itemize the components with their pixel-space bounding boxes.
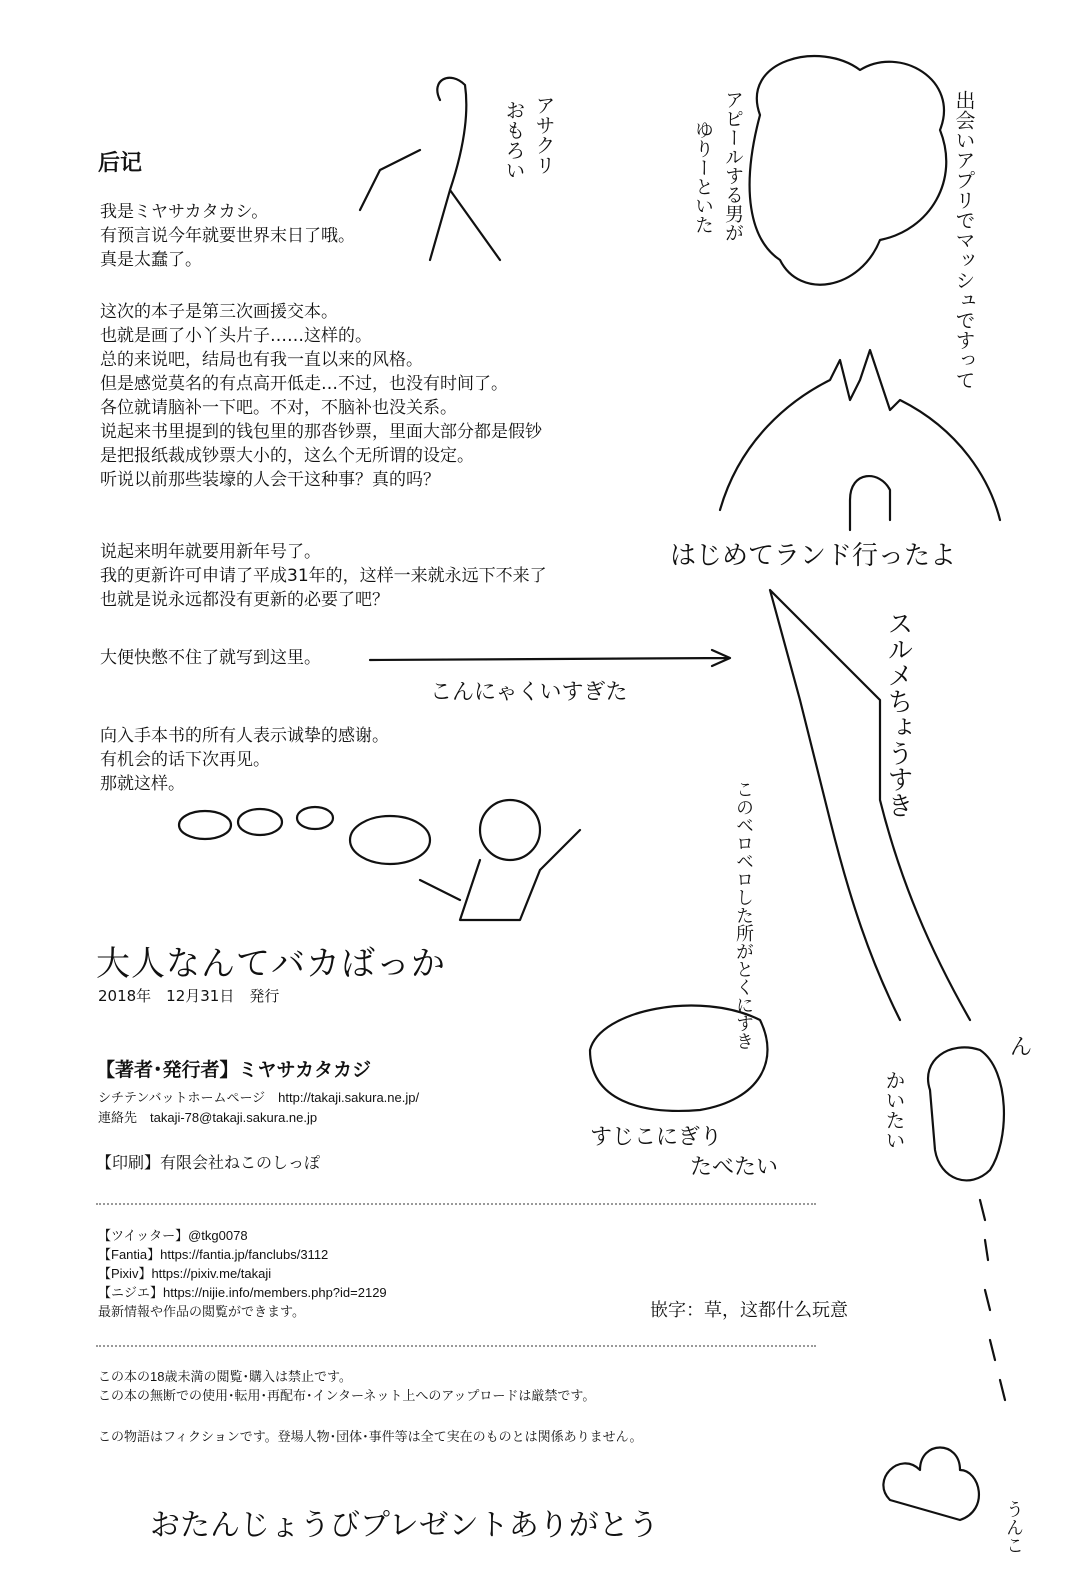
afterword-paragraph-1 [100,200,355,272]
dotted-divider [96,1203,816,1205]
fiction-disclaimer: この物語はフィクションです。登場人物･団体･事件等は全て実在のものとは関係ありません。 [98,1429,643,1444]
afterword-line: 是把报纸裁成钞票大小的，这么个无所谓的设定。 [100,446,474,466]
afterword-line: 我的更新许可申请了平成31年的，这样一来就永远下不来了 [100,566,547,586]
notices-section [98,1367,595,1405]
robot-body-sketch [420,830,580,920]
oval-sketch-3 [297,807,333,829]
afterword-heading: 后记 [98,151,143,176]
afterword-line: 有机会的话下次再见。 [100,750,270,770]
drip-sketch [980,1200,1005,1400]
afterword-line: 我是ミヤサカタカシ。 [100,202,269,222]
links-section [98,1226,387,1321]
weapon-figure-sketch [360,78,500,260]
handwriting-apiru: アピールする男が [722,90,744,242]
afterword-section [98,146,142,177]
contact-line: 連絡先 takaji-78@takaji.sakura.ne.jp [98,1110,318,1125]
pixiv-link[interactable]: 【Pixiv】https://pixiv.me/takaji [98,1266,272,1281]
afterword-line: 那就这样。 [100,774,185,794]
oval-sketch-2 [238,809,282,835]
handwriting-omoroi: おもろい [502,100,526,180]
handwriting-birthday: おたんじょうびプレゼントありがとう [150,1508,659,1543]
afterword-line: 大便快憋不住了就写到这里。 [100,648,321,668]
author-publisher: 【著者･発行者】ミヤサカタカジ [96,1059,372,1081]
squid-sketch [770,590,970,1020]
afterword-line: 也就是画了小丫头片子……这样的。 [100,326,372,346]
book-title: 大人なんてバカばっか [96,944,446,984]
poop-sketch [883,1448,979,1521]
handwriting-asakuri: アサクリ [532,95,556,175]
handwriting-deaiapuri: 出会いアプリでマッシュですって [952,90,976,390]
afterword-line: 总的来说吧，结局也有我一直以来的风格。 [100,350,423,370]
arrow-sketch [370,650,730,666]
fantia-link[interactable]: 【Fantia】https://fantia.jp/fanclubs/3112 [98,1247,329,1262]
handwriting-surume: スルメちょうすき [883,610,913,818]
oval-sketch-4 [350,816,430,864]
pig-sketch [928,1047,1004,1180]
afterword-line: 向入手本书的所有人表示诚挚的感谢。 [100,726,389,746]
afterword-line: 但是感觉莫名的有点高开低走…不过，也没有时间了。 [100,374,508,394]
afterword-line: 真是太蠢了。 [100,250,202,270]
publish-date: 2018年 12月31日 発行 [98,987,280,1005]
notice-line: この本の無断での使用･転用･再配布･インターネット上へのアップロードは厳禁です。 [98,1388,596,1403]
twitter-link[interactable]: 【ツイッター】@tkg0078 [98,1228,248,1243]
afro-head-sketch [750,56,947,285]
afterword-line: 也就是说永远都没有更新的必要了吧？ [100,590,389,610]
handwriting-konnyaku: こんにゃくいすぎた [430,680,628,705]
handwriting-berobero: このベロベロした所がとくにすき [733,780,754,1050]
handwriting-tabetai: たべたい [690,1155,779,1180]
afterword-line: 各位就请脑补一下吧。不对，不脑补也没关系。 [100,398,457,418]
robot-head-sketch [480,800,540,860]
embed-note: 嵌字：草，这都什么玩意 [650,1300,848,1321]
dotted-divider [96,1345,816,1347]
oval-sketch-1 [179,811,231,839]
afterword-line: 听说以前那些装壕的人会干这种事？真的吗？ [100,470,440,490]
nijie-link[interactable]: 【ニジエ】https://nijie.info/members.php?id=2129 [98,1285,387,1300]
afterword-paragraph-4 [100,646,321,670]
handwriting-land: はじめてランド行ったよ [670,541,957,571]
handwriting-yuri: ゆりーといた [692,120,714,234]
handwriting-kaitai: かいたい [882,1070,906,1150]
notice-line: この本の18歳未満の閲覧･購入は禁止です。 [98,1369,352,1384]
afterword-line: 说起来明年就要用新年号了。 [100,542,321,562]
afterword-line: 这次的本子是第三次画援交本。 [100,302,338,322]
links-note: 最新情報や作品の閲覧ができます。 [98,1304,305,1319]
afterword-paragraph-3 [100,540,547,612]
afterword-line: 说起来书里提到的钱包里的那沓钞票，里面大部分都是假钞 [100,422,542,442]
afterword-paragraph-5 [100,724,389,796]
handwriting-n: ん [1010,1035,1033,1060]
handwriting-unko: うんこ [1003,1500,1024,1554]
afterword-paragraph-2 [100,300,542,492]
printer-line: 【印刷】有限会社ねこのしっぽ [96,1153,321,1172]
afterword-line: 有预言说今年就要世界末日了哦。 [100,226,355,246]
homepage-line: シチテンバットホームページ http://takaji.sakura.ne.jp/ [98,1090,420,1105]
handwriting-sujiko: すじこにぎり [590,1125,723,1150]
